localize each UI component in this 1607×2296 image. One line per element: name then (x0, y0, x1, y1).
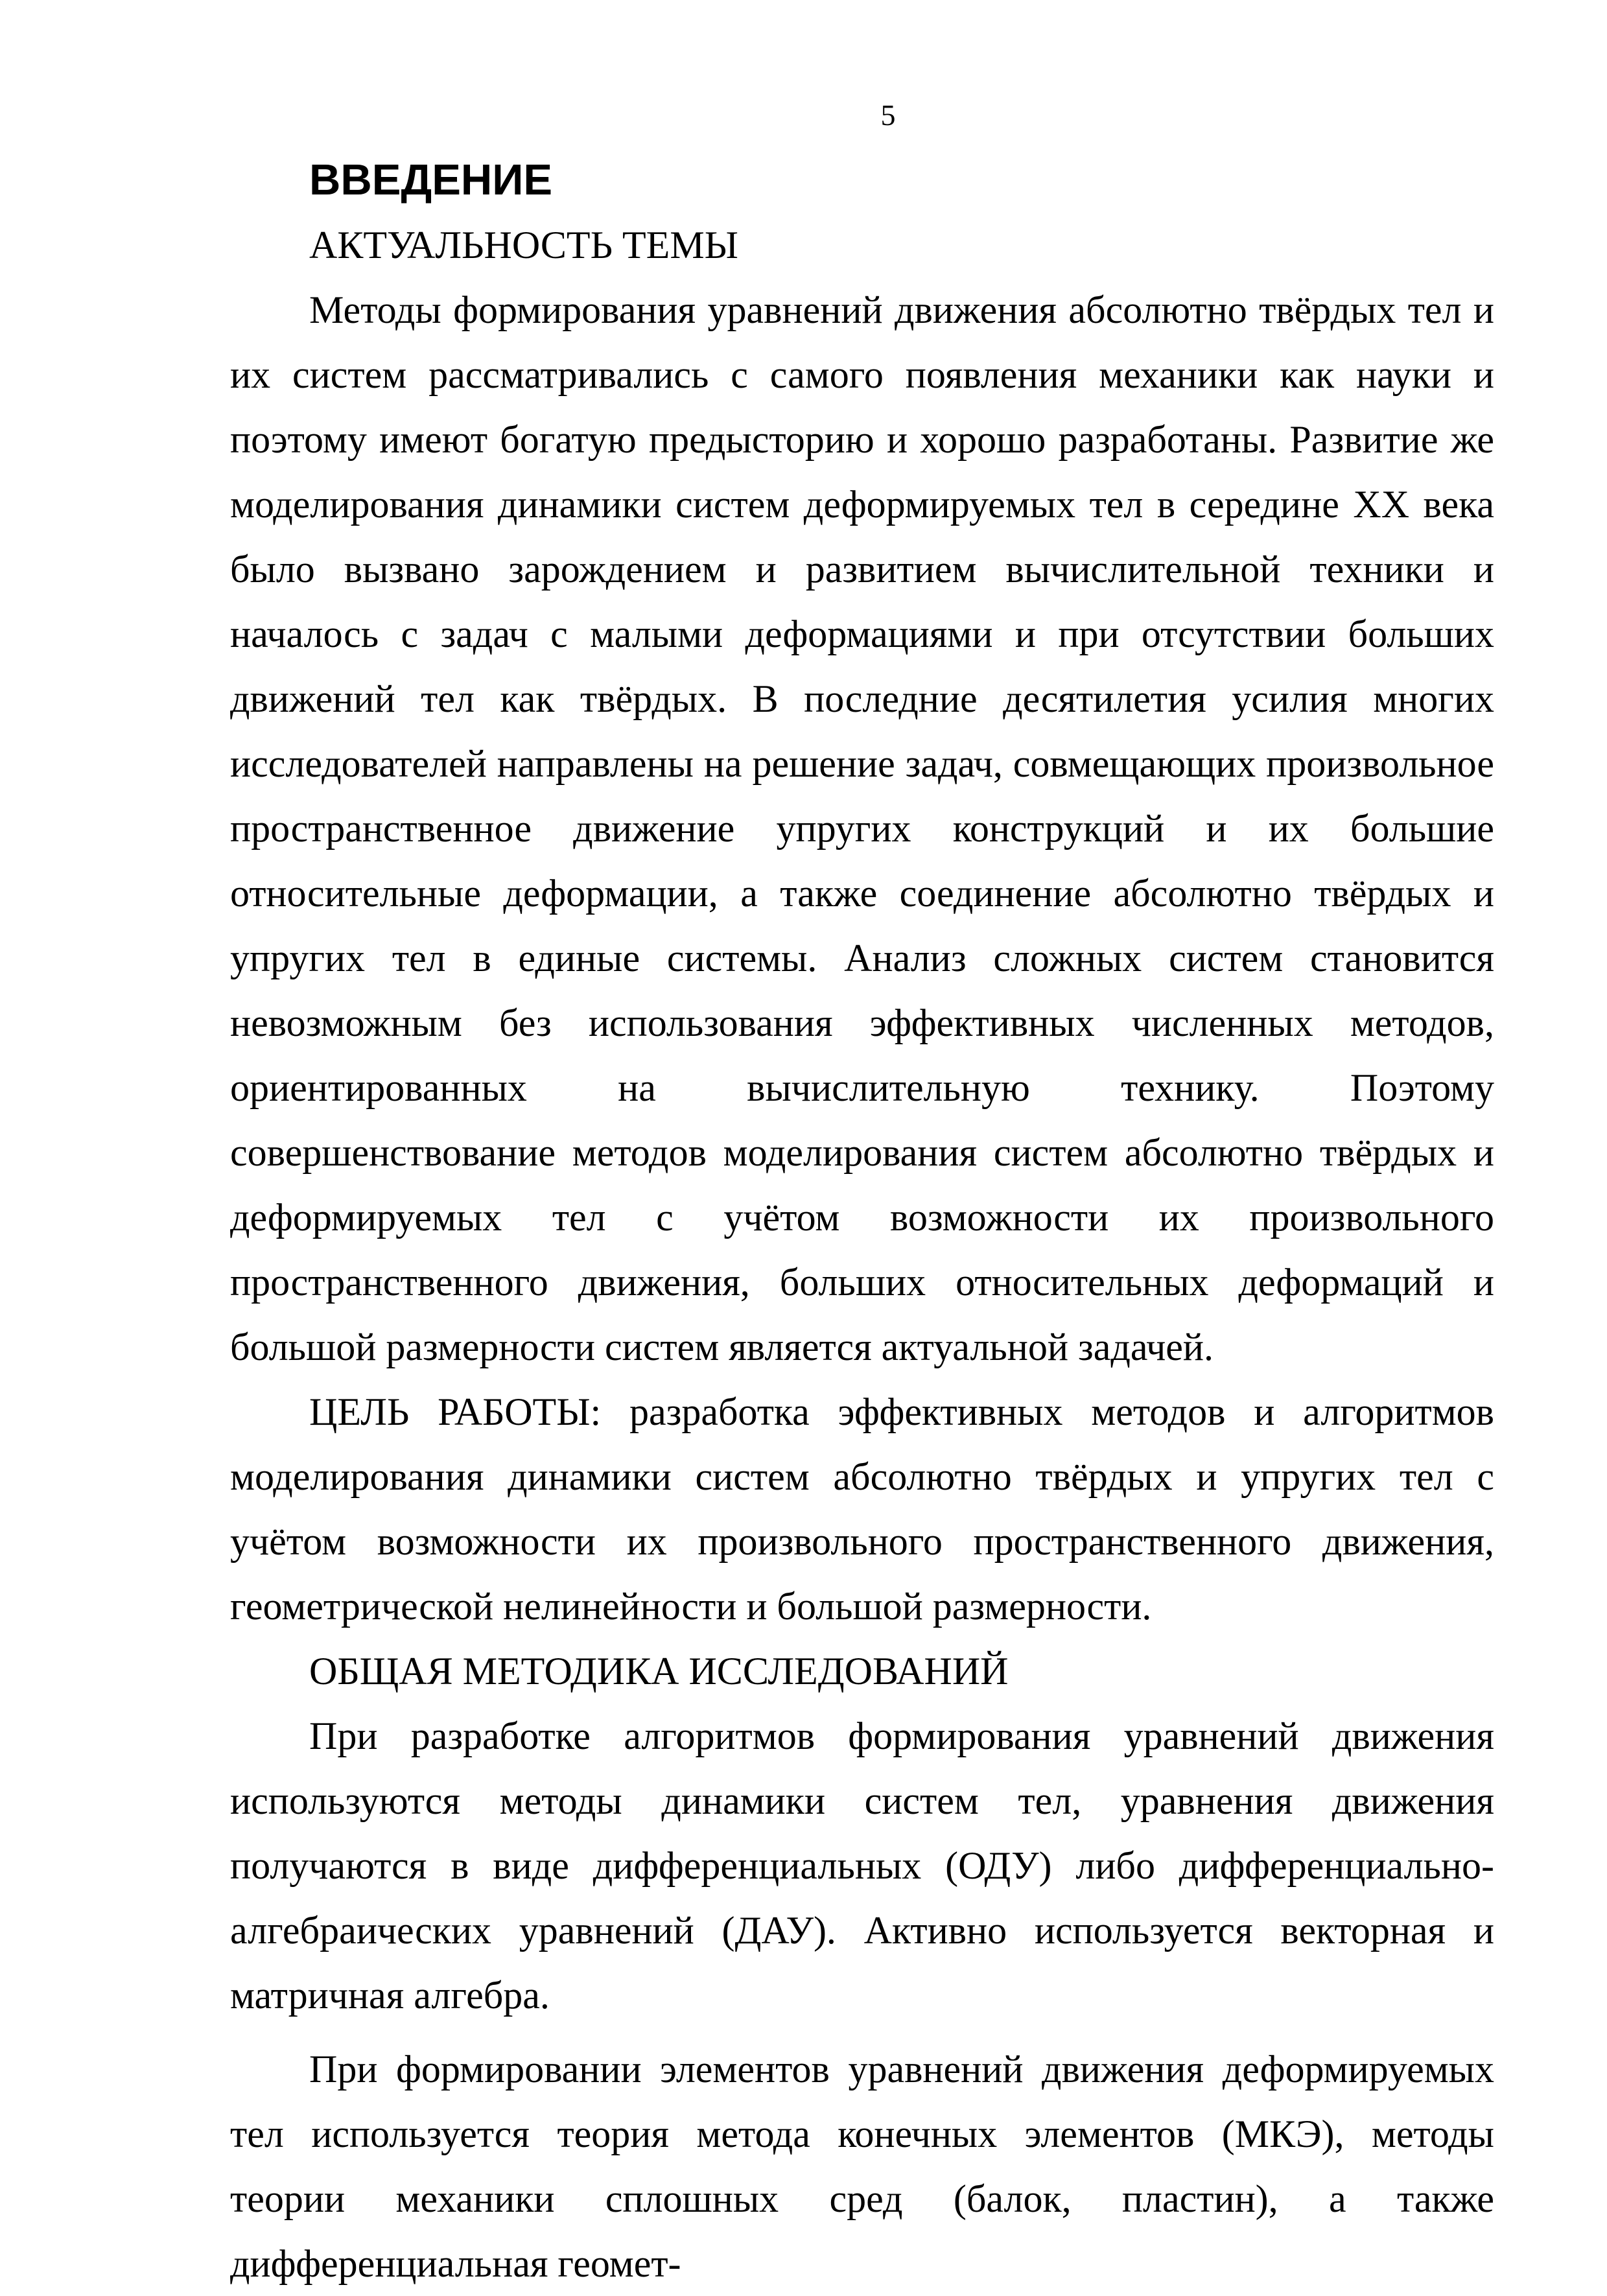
methodology-paragraph-1: При разработке алгоритмов формирования уравнений движения используются методы динамики систем тел, уравнения движения получаются в виде дифференциальных (ОДУ) либо дифференциально-алгебраических уравнений (ДАУ). Активно используется векторная и матричная алгебра. (230, 1715, 1494, 2017)
relevance-paragraph: Методы формирования уравнений движения абсолютно твёрдых тел и их систем рассматривались с самого появления механики как науки и поэтому имеют богатую предысторию и хорошо разработаны. Развитие же моделирования динамики систем деформируемых тел в середине XX века было вызвано зарождением и развитием вычислительной техники и началось с задач с малыми деформациями и при отсутствии больших движений тел как твёрдых. В последние десятилетия усилия многих исследователей направлены на решение задач, совмещающих произвольное пространственное движение упругих конструкций и их большие относительные деформации, а также соединение абсолютно твёрдых и упругих тел в единые системы. Анализ сложных систем становится невозможным без использования эффективных численных методов, ориентированных на вычислительную технику. Поэтому совершенствование методов моделирования систем абсолютно твёрдых и деформируемых тел с учётом возможности их произвольного пространственного движения, больших относительных деформаций и большой размерности систем является актуальной задачей. (230, 288, 1494, 1368)
paragraph-gap (230, 2028, 1494, 2037)
goal-paragraph: ЦЕЛЬ РАБОТЫ: разработка эффективных методов и алгоритмов моделирования динамики систем абсолютно твёрдых и упругих тел с учётом возможности их произвольного пространственного движения, геометрической нелинейности и большой размерности. (230, 1390, 1494, 1628)
methodology-heading: ОБЩАЯ МЕТОДИКА ИССЛЕДОВАНИЙ (309, 1650, 1009, 1693)
methodology-paragraph-2: При формировании элементов уравнений движения деформируемых тел используется теория метода конечных элементов (МКЭ), методы теории механики сплошных сред (балок, пластин), а также дифференциальная геомет- (230, 2048, 1494, 2285)
chapter-title: ВВЕДЕНИЕ (309, 156, 553, 204)
relevance-heading: АКТУАЛЬНОСТЬ ТЕМЫ (309, 224, 738, 266)
page-number: 5 (880, 99, 896, 132)
page-content (230, 148, 1494, 2296)
